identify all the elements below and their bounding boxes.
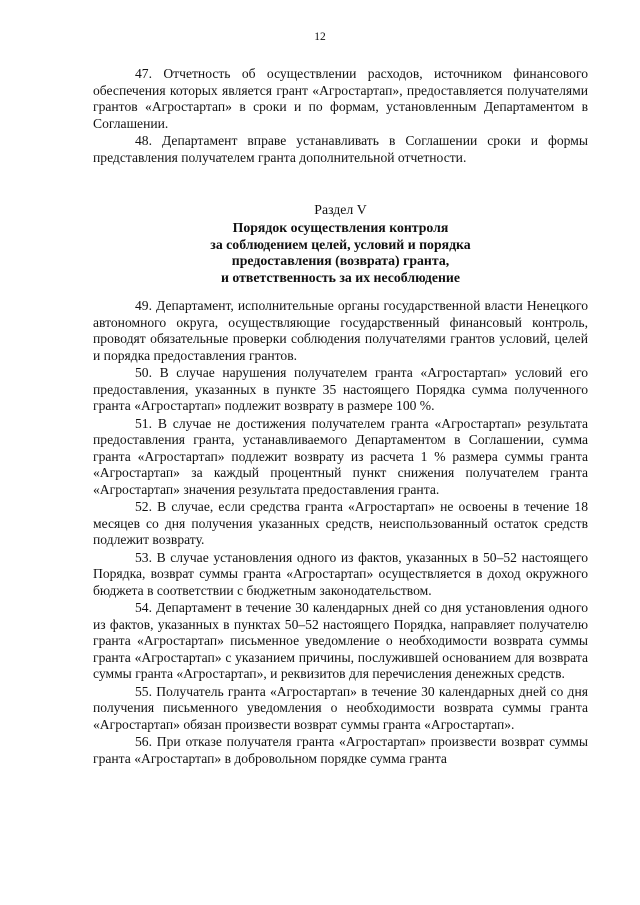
paragraph-54: 54. Департамент в течение 30 календарных дней со дня установления одного из фактов, указанных в пунктах 50–52 настоящего Порядка, направляет получателю гранта «Агростартап» письменное уведомление о необходимости возврата суммы гранта «Агростартап» с указанием причины, послужившей основанием для возврата суммы гранта «Агростартап», и реквизитов для перечисления денежных средств. (93, 600, 588, 681)
paragraph-50: 50. В случае нарушения получателем гранта «Агростартап» условий его предоставления, указанных в пункте 35 настоящего Порядка сумма полученного гранта «Агростартап» подлежит возврату в размере 100 %. (93, 365, 588, 413)
top-paragraphs (93, 66, 588, 166)
section-title-line-3: предоставления (возврата) гранта, (231, 253, 450, 269)
section-title-line-2: за соблюдением целей, условий и порядка (210, 236, 471, 252)
paragraph-52: 52. В случае, если средства гранта «Агростартап» не освоены в течение 18 месяцев со дня получения указанных средств, неиспользованный остаток средств подлежит возврату. (93, 499, 588, 547)
section-title-line-1: Порядок осуществления контроля (232, 219, 449, 235)
paragraph-55: 55. Получатель гранта «Агростартап» в течение 30 календарных дней со дня получения письменного уведомления о необходимости возврата суммы гранта «Агростартап» обязан произвести возврат суммы гранта «Агростартап». (93, 683, 588, 732)
section-paragraphs (93, 298, 588, 767)
paragraph-47: 47. Отчетность об осуществлении расходов, источником финансового обеспечения которых является грант «Агростартап», предоставляется получателями грантов «Агростартап» в сроки и по формам, установленным Департаментом в Соглашении. (93, 66, 588, 131)
paragraph-49: 49. Департамент, исполнительные органы государственной власти Ненецкого автономного округа, осуществляющие государственный финансовый контроль, проводят обязательные проверки соблюдения получателями грантов условий, целей и порядка предоставления грантов. (93, 298, 588, 363)
section-heading (93, 202, 588, 287)
paragraph-53: 53. В случае установления одного из фактов, указанных в 50–52 настоящего Порядка, возврат суммы гранта «Агростартап» осуществляется в доход окружного бюджета в соответствии с бюджетным законодательством. (93, 549, 588, 598)
paragraph-56: 56. При отказе получателя гранта «Агростартап» произвести возврат суммы гранта «Агростартап» в добровольном порядке сумма гранта (93, 734, 588, 766)
section-title-line-4: и ответственность за их несоблюдение (221, 270, 460, 286)
paragraph-48: 48. Департамент вправе устанавливать в Соглашении сроки и формы представления получателем гранта дополнительной отчетности. (93, 133, 588, 165)
section-label: Раздел V (314, 202, 367, 217)
paragraph-51: 51. В случае не достижения получателем гранта «Агростартап» результата предоставления гранта, устанавливаемого Департаментом в Соглашении, сумма гранта «Агростартап» подлежит возврату из расчета 1 % размера суммы гранта «Агростартап» за каждый процентный пункт снижения получателем гранта «Агростартап» значения результата предоставления гранта. (93, 415, 588, 497)
page-number: 12 (314, 31, 326, 43)
